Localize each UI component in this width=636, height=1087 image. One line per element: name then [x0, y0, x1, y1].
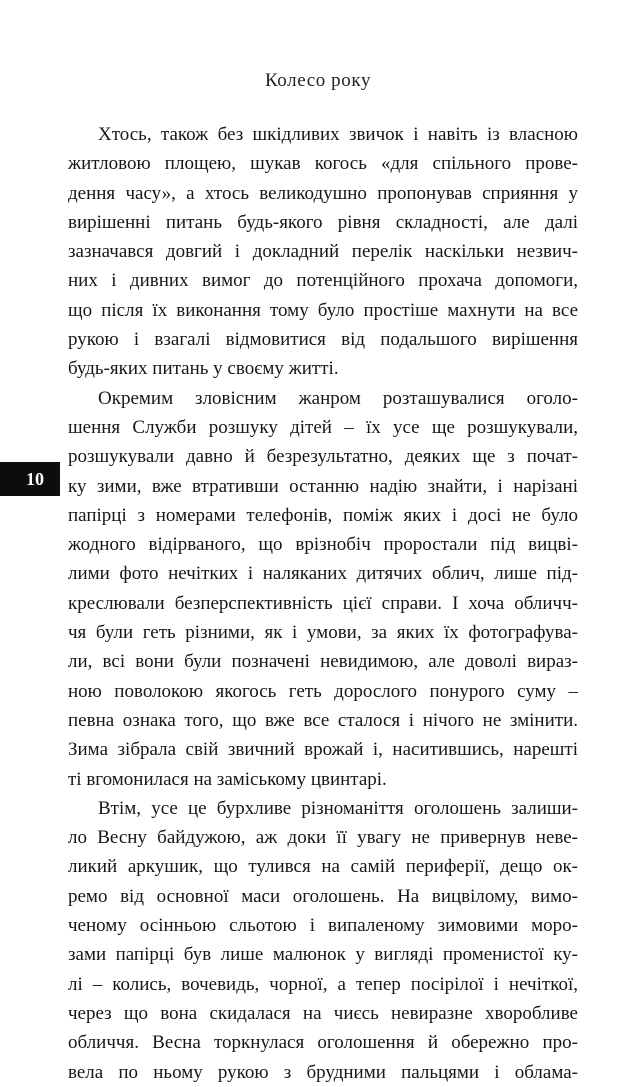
text-line: певна ознака того, що вже все сталося і нічого не змінити. [68, 709, 578, 731]
page-number-tab [0, 462, 60, 496]
paragraph [68, 794, 578, 1087]
text-line: зами папірці був лише малюнок у вигляді променистої ку- [68, 944, 578, 966]
text-line: жодного відірваного, що врізнобіч проростали під вицві- [68, 534, 578, 556]
text-line: ло Весну байдужою, аж доки її увагу не привернув неве- [68, 827, 578, 849]
paragraph [68, 120, 578, 384]
text-line: шення Служби розшуку дітей – їх усе ще розшукували, [68, 416, 578, 438]
body-text [68, 120, 578, 1087]
text-line: ку зими, вже втративши останню надію знайти, і нарізані [68, 475, 578, 497]
page-number: 10 [26, 468, 44, 489]
text-line: ли, всі вони були позначені невидимою, але доволі вираз- [68, 651, 578, 673]
text-line: дення часу», а хтось великодушно пропонував сприяння у [68, 182, 578, 204]
text-line: вирішенні питань будь-якого рівня складності, але далі [68, 211, 578, 233]
paragraph [68, 384, 578, 794]
text-line: що після їх виконання тому було простіше махнути на все [68, 299, 578, 321]
text-line: папірці з номерами телефонів, поміж яких і досі не було [68, 504, 578, 526]
text-line: Зима зібрала свій звичний врожай і, наситившись, нарешті [68, 739, 578, 761]
text-line: Втім, усе це бурхливе різноманіття оголошень залиши- [98, 797, 578, 819]
text-line: лі – колись, вочевидь, чорної, а тепер посірілої і нечіткої, [68, 973, 578, 995]
text-line: розшукували давно й безрезультатно, деяких ще з почат- [68, 446, 578, 468]
running-head: Колесо року [264, 70, 372, 91]
text-line: житловою площею, шукав когось «для спільного прове- [68, 153, 578, 175]
text-line: будь-яких питань у своєму житті. [68, 358, 339, 380]
text-line: обличчя. Весна торкнулася оголошення й обережно про- [68, 1032, 578, 1054]
text-line: Окремим зловісним жанром розташувалися оголо- [98, 387, 578, 409]
text-line: ремо від основної маси оголошень. На вицвілому, вимо- [68, 885, 578, 907]
text-line: через що вона скидалася на чиєсь невиразне хворобливе [68, 1002, 578, 1024]
text-line: чя були геть різними, як і умови, за яких їх фотографува- [68, 622, 578, 644]
text-line: лими фото нечітких і наляканих дитячих облич, лише під- [68, 563, 578, 585]
text-line: ною поволокою якогось геть дорослого понурого суму – [68, 680, 578, 702]
text-line: ті вгомонилася на заміському цвинтарі. [68, 768, 387, 790]
text-line: креслювали безперспективність цієї справи. І хоча обличч- [68, 592, 578, 614]
text-line: рукою і взагалі відмовитися від подальшого вирішення [68, 329, 578, 351]
text-line: ликий аркушик, що тулився на самій периферії, дещо ок- [68, 856, 578, 878]
text-line: ченому осінньою сльотою і випаленому зимовими моро- [68, 915, 578, 937]
text-line: них і дивних вимог до потенційного прохача допомоги, [68, 270, 578, 292]
text-line: зазначався довгий і докладний перелік наскільки незвич- [68, 241, 578, 263]
text-line: Хтось, також без шкідливих звичок і навіть із власною [98, 124, 578, 145]
text-line: вела по ньому рукою з брудними пальцями і облама- [68, 1061, 578, 1083]
